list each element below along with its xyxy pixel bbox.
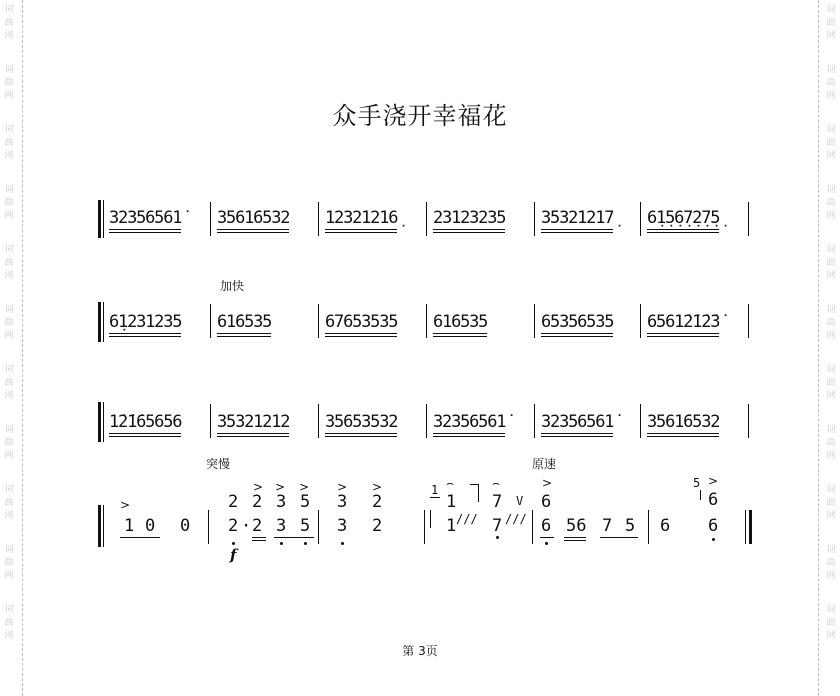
accent-mark: > xyxy=(120,498,131,512)
watermark-char: 曲 xyxy=(4,138,14,148)
song-title: 众手浇开幸福花 xyxy=(332,102,508,130)
watermark-char: 词 xyxy=(826,305,836,315)
note: 0 xyxy=(180,516,191,536)
bar-line xyxy=(640,202,641,236)
watermark-char: 曲 xyxy=(4,498,14,508)
watermark-char: 曲 xyxy=(4,258,14,268)
bar-line xyxy=(426,404,427,438)
bar-line xyxy=(748,304,749,338)
note: 2 xyxy=(228,516,239,536)
bar-line xyxy=(426,304,427,338)
bar-line xyxy=(748,202,749,236)
watermark-char: 网 xyxy=(826,511,836,521)
watermark-char: 词 xyxy=(826,65,836,75)
measure: 32356561̇ xyxy=(109,208,182,228)
watermark-char: 曲 xyxy=(4,18,14,28)
watermark-char: 网 xyxy=(826,451,836,461)
page-number: 第 3页 xyxy=(402,644,438,658)
watermark-char: 词 xyxy=(826,245,836,255)
watermark-char: 词 xyxy=(4,545,14,555)
accent-mark: > xyxy=(299,480,310,494)
measure: 3561̇6532 xyxy=(217,208,290,228)
underline xyxy=(540,537,554,538)
watermark-char: 网 xyxy=(826,391,836,401)
system-bracket-thin xyxy=(103,505,104,547)
watermark-char: 网 xyxy=(826,91,836,101)
tie-bracket xyxy=(430,497,440,498)
watermark-char: 曲 xyxy=(4,558,14,568)
note: 6 xyxy=(708,516,719,536)
bar-line xyxy=(318,404,319,438)
bar-line xyxy=(210,304,211,338)
score-row-2 xyxy=(92,300,762,344)
watermark-char: 网 xyxy=(826,631,836,641)
system-bracket-thin xyxy=(103,402,104,442)
note: 0 xyxy=(145,516,156,536)
watermark-char: 曲 xyxy=(826,198,836,208)
note: 3 xyxy=(276,516,287,536)
bar-line xyxy=(210,202,211,236)
dot-below xyxy=(712,538,715,541)
measure: 35321212 xyxy=(217,412,290,432)
watermark-char: 曲 xyxy=(4,438,14,448)
note: 2 xyxy=(372,516,383,536)
dot-duration: · xyxy=(241,516,252,536)
watermark-char: 网 xyxy=(826,31,836,41)
dot-below xyxy=(341,542,344,545)
bar-line xyxy=(318,510,319,544)
bar-line xyxy=(640,304,641,338)
underline xyxy=(600,537,638,538)
final-bar-thick xyxy=(749,510,752,544)
note: 3 xyxy=(337,492,348,512)
accent-mark: > xyxy=(542,476,553,490)
watermark-char: 词 xyxy=(826,365,836,375)
watermark-char: 词 xyxy=(4,425,14,435)
note: 7 xyxy=(492,492,503,512)
watermark-char: 曲 xyxy=(4,618,14,628)
note: 2 xyxy=(252,516,263,536)
tremolo-mark: /// xyxy=(456,512,478,526)
bracket-vertical xyxy=(478,484,479,502)
measure: 32356561̇ xyxy=(541,412,614,432)
bar-line xyxy=(534,304,535,338)
measure: 6̣1231235 xyxy=(109,312,182,332)
note: 7 xyxy=(492,516,503,536)
watermark-char: 网 xyxy=(4,31,14,41)
bar-line xyxy=(532,510,533,544)
watermark-char: 词 xyxy=(826,485,836,495)
bar-line xyxy=(318,304,319,338)
measure: 1̇2̇1̇65656 xyxy=(109,412,182,432)
watermark-char: 曲 xyxy=(4,378,14,388)
watermark-char: 词 xyxy=(826,605,836,615)
watermark-char: 网 xyxy=(4,511,14,521)
measure: 12321216̣ xyxy=(325,208,398,228)
measure: 6561̇2̇1̇2̇3̇ xyxy=(647,312,720,332)
watermark-char: 曲 xyxy=(826,438,836,448)
note: 6 xyxy=(541,516,552,536)
watermark-char: 词 xyxy=(4,65,14,75)
dot-below xyxy=(545,542,548,545)
note: 56 xyxy=(566,516,587,536)
note: 1 xyxy=(124,516,135,536)
watermark-char: 曲 xyxy=(826,18,836,28)
watermark-char: 词 xyxy=(4,365,14,375)
dynamic-forte: f xyxy=(230,546,237,564)
note: 1 xyxy=(446,492,457,512)
note: 6 xyxy=(708,490,719,510)
watermark-char: 词 xyxy=(826,5,836,15)
bracket-vertical xyxy=(430,510,431,528)
watermark-char: 词 xyxy=(4,305,14,315)
watermark-char: 网 xyxy=(4,211,14,221)
measure: 61̇6535 xyxy=(217,312,272,332)
dot-below xyxy=(232,542,235,545)
watermark-char: 词 xyxy=(826,545,836,555)
accent-mark: > xyxy=(253,480,264,494)
system-bracket xyxy=(98,200,101,238)
underline xyxy=(564,540,586,541)
bar-line xyxy=(426,202,427,236)
bar-line xyxy=(318,202,319,236)
watermark-char: 网 xyxy=(4,151,14,161)
note: 3 xyxy=(276,492,287,512)
grace-note: 5 xyxy=(693,476,701,490)
watermark-char: 网 xyxy=(826,271,836,281)
accent-mark: > xyxy=(708,474,719,488)
watermark-char: 网 xyxy=(826,211,836,221)
underline xyxy=(564,537,586,538)
bar-line xyxy=(534,404,535,438)
watermark-char: 词 xyxy=(4,485,14,495)
watermark-char: 曲 xyxy=(4,198,14,208)
watermark-char: 曲 xyxy=(826,138,836,148)
score-row-1 xyxy=(92,196,762,240)
watermark-char: 词 xyxy=(4,245,14,255)
tempo-marking-slow: 突慢 xyxy=(206,457,231,471)
watermark-char: 曲 xyxy=(826,258,836,268)
watermark-char: 网 xyxy=(826,571,836,581)
note: 3 xyxy=(337,516,348,536)
breath-mark: V xyxy=(516,494,524,508)
system-bracket-thin xyxy=(103,200,104,238)
bracket-vertical xyxy=(700,490,701,500)
watermark-char: 词 xyxy=(826,125,836,135)
note: 1 xyxy=(446,516,457,536)
watermark-char: 网 xyxy=(4,631,14,641)
note: 2 xyxy=(228,492,239,512)
watermark-char: 词 xyxy=(4,185,14,195)
watermark-char: 曲 xyxy=(826,558,836,568)
watermark-char: 网 xyxy=(4,331,14,341)
watermark-char: 曲 xyxy=(826,618,836,628)
accent-mark: > xyxy=(372,480,383,494)
fermata: ⌢ xyxy=(492,476,500,490)
measure: 61̇6535 xyxy=(433,312,488,332)
note: 6 xyxy=(541,492,552,512)
tie-bracket xyxy=(470,484,478,485)
bar-line xyxy=(210,404,211,438)
grace-note: 1 xyxy=(431,483,439,497)
measure: 67653535 xyxy=(325,312,398,332)
watermark-char: 网 xyxy=(4,571,14,581)
accent-mark: > xyxy=(275,480,286,494)
note: 5 xyxy=(625,516,636,536)
watermark-char: 曲 xyxy=(4,78,14,88)
bar-line xyxy=(640,404,641,438)
bar-line xyxy=(748,404,749,438)
watermark-char: 词 xyxy=(826,185,836,195)
watermark-char: 曲 xyxy=(4,318,14,328)
watermark-char: 词 xyxy=(826,425,836,435)
note: 5 xyxy=(300,516,311,536)
watermark-char: 网 xyxy=(826,331,836,341)
dot-below xyxy=(496,536,499,539)
measure: 65356535 xyxy=(541,312,614,332)
measure: 35321217̣ xyxy=(541,208,614,228)
bar-line xyxy=(648,510,649,544)
underline xyxy=(252,540,266,541)
measure: 6̣1̣5̣6̣7̣2̣7̣5̣ xyxy=(647,208,720,228)
bar-line xyxy=(534,202,535,236)
watermark-char: 网 xyxy=(4,271,14,281)
note: 7 xyxy=(602,516,613,536)
watermark-char: 曲 xyxy=(826,78,836,88)
watermark-char: 网 xyxy=(4,391,14,401)
dot-below xyxy=(304,542,307,545)
measure: 23123235 xyxy=(433,208,506,228)
measure: 35653532 xyxy=(325,412,398,432)
system-bracket-thin xyxy=(103,302,104,342)
underline xyxy=(274,537,314,538)
watermark-char: 网 xyxy=(4,451,14,461)
watermark-char: 网 xyxy=(4,91,14,101)
tempo-marking: 加快 xyxy=(220,279,245,293)
measure: 32356561̇ xyxy=(433,412,506,432)
system-bracket xyxy=(98,302,101,342)
system-bracket xyxy=(98,402,101,442)
watermark-char: 网 xyxy=(826,151,836,161)
measure: 3561̇6532 xyxy=(647,412,720,432)
dot-below xyxy=(280,542,283,545)
tempo-marking-original: 原速 xyxy=(532,457,557,471)
system-bracket xyxy=(98,505,101,547)
watermark-char: 词 xyxy=(4,605,14,615)
note: 2 xyxy=(372,492,383,512)
watermark-char: 曲 xyxy=(826,318,836,328)
fermata: ⌢ xyxy=(446,476,454,490)
watermark-char: 词 xyxy=(4,125,14,135)
note: 6 xyxy=(660,516,671,536)
watermark-char: 曲 xyxy=(826,378,836,388)
watermark-char: 曲 xyxy=(826,498,836,508)
watermark-char: 词 xyxy=(4,5,14,15)
score-row-3 xyxy=(92,400,762,444)
final-bar-thin xyxy=(745,510,746,544)
accent-mark: > xyxy=(337,480,348,494)
underline xyxy=(120,537,160,538)
bar-line xyxy=(208,510,209,544)
note: 5 xyxy=(300,492,311,512)
note: 2 xyxy=(252,492,263,512)
bar-line xyxy=(424,510,425,544)
underline xyxy=(252,537,266,538)
tremolo-mark: /// xyxy=(505,512,527,526)
